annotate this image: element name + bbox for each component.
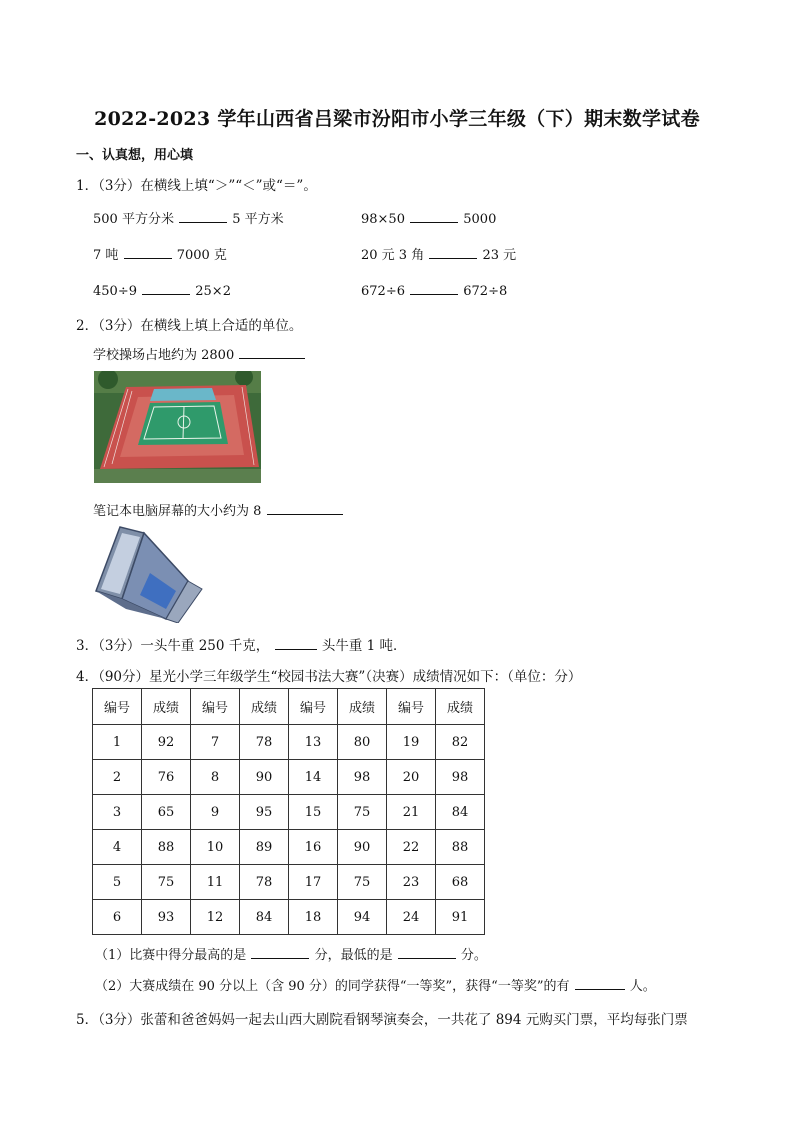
q2-line-1-text: 学校操场占地约为 2800 [93,348,235,363]
table-cell: 24 [387,900,436,935]
q1-item-2-left: 98×50 [361,212,405,227]
q1-item-6-right: 672÷8 [463,284,508,299]
table-cell: 16 [289,830,338,865]
table-cell: 95 [240,795,289,830]
table-cell: 12 [191,900,240,935]
section-heading: 一、认真想，用心填 [76,148,194,163]
table-cell: 13 [289,725,338,760]
table-header-cell: 成绩 [142,689,191,725]
table-cell: 3 [93,795,142,830]
q4-sub1-text-b: 分，最低的是 [314,948,393,963]
answer-blank[interactable] [267,500,343,515]
table-cell: 88 [436,830,485,865]
q4-sub1-text-c: 分。 [460,948,487,963]
answer-blank[interactable] [575,975,625,990]
q1-item-6-left: 672÷6 [361,284,405,299]
answer-blank[interactable] [429,244,477,259]
q3-text-before: 3．（3分）一头牛重 250 千克， [76,638,270,654]
scores-table [92,688,485,935]
table-row [93,795,485,830]
question-3 [76,634,407,654]
q2-line-1 [93,344,306,363]
q1-item-6 [361,280,507,299]
table-cell: 65 [142,795,191,830]
table-row [93,900,485,935]
table-cell: 82 [436,725,485,760]
answer-blank[interactable] [275,635,317,650]
table-cell: 90 [240,760,289,795]
table-cell: 78 [240,865,289,900]
table-cell: 21 [387,795,436,830]
question-4-stem: 4．（90分）星光小学三年级学生“校园书法大赛”（决赛）成绩情况如下：（单位：分） [76,669,582,685]
table-header-cell: 成绩 [240,689,289,725]
table-cell: 10 [191,830,240,865]
q1-item-5 [93,280,231,299]
answer-blank[interactable] [398,944,456,959]
table-cell: 4 [93,830,142,865]
table-header-cell: 编号 [289,689,338,725]
q2-line-2-text: 笔记本电脑屏幕的大小约为 8 [93,504,262,519]
table-row [93,865,485,900]
q4-sub-2 [95,975,656,994]
table-cell: 98 [338,760,387,795]
table-cell: 68 [436,865,485,900]
table-cell: 78 [240,725,289,760]
answer-blank[interactable] [239,344,305,359]
table-header-cell: 成绩 [338,689,387,725]
table-header-cell: 成绩 [436,689,485,725]
page-title: 2022-2023 学年山西省吕梁市汾阳市小学三年级（下）期末数学试卷 [94,108,700,130]
table-cell: 20 [387,760,436,795]
table-cell: 91 [436,900,485,935]
q1-item-1-right: 5 平方米 [232,212,284,227]
question-1-stem: 1．（3分）在横线上填“＞”“＜”或“＝”。 [76,178,317,194]
q1-item-4-left: 20 元 3 角 [361,248,425,263]
q1-item-3 [93,244,227,263]
table-cell: 94 [338,900,387,935]
q1-item-2-right: 5000 [463,212,497,227]
answer-blank[interactable] [410,280,458,295]
table-cell: 89 [240,830,289,865]
question-2-stem: 2．（3分）在横线上填上合适的单位。 [76,318,303,334]
q2-line-2 [93,500,344,519]
laptop-image [92,523,206,623]
table-cell: 19 [387,725,436,760]
table-cell: 14 [289,760,338,795]
table-cell: 2 [93,760,142,795]
q4-sub1-text-a: （1）比赛中得分最高的是 [95,948,247,963]
table-cell: 5 [93,865,142,900]
table-cell: 93 [142,900,191,935]
answer-blank[interactable] [410,208,458,223]
table-cell: 23 [387,865,436,900]
q3-text-after: 头牛重 1 吨． [321,638,407,654]
q1-item-1-left: 500 平方分米 [93,212,174,227]
table-cell: 84 [240,900,289,935]
q4-sub2-text-a: （2）大赛成绩在 90 分以上（含 90 分）的同学获得“一等奖”，获得“一等奖”的有 [95,979,570,994]
q1-item-4-right: 23 元 [482,248,517,263]
table-cell: 17 [289,865,338,900]
table-cell: 22 [387,830,436,865]
answer-blank[interactable] [142,280,190,295]
q1-item-5-left: 450÷9 [93,284,137,299]
q1-item-3-right: 7000 克 [176,248,227,263]
q1-item-5-right: 25×2 [195,284,231,299]
question-5: 5．（3分）张蕾和爸爸妈妈一起去山西大剧院看钢琴演奏会，一共花了 894 元购买门票，平均每张门票 [76,1012,688,1028]
table-cell: 1 [93,725,142,760]
table-cell: 76 [142,760,191,795]
table-header-cell: 编号 [93,689,142,725]
table-row [93,760,485,795]
table-cell: 75 [338,795,387,830]
q1-item-4 [361,244,516,263]
table-cell: 75 [338,865,387,900]
q4-sub2-text-b: 人。 [629,979,656,994]
table-cell: 11 [191,865,240,900]
q4-sub-1 [95,944,487,963]
table-row [93,725,485,760]
q1-item-3-left: 7 吨 [93,248,119,263]
table-cell: 6 [93,900,142,935]
table-cell: 9 [191,795,240,830]
q1-item-1 [93,208,284,227]
table-cell: 75 [142,865,191,900]
table-header-cell: 编号 [387,689,436,725]
table-header-row [93,689,485,725]
table-cell: 92 [142,725,191,760]
table-cell: 8 [191,760,240,795]
table-cell: 98 [436,760,485,795]
answer-blank[interactable] [179,208,227,223]
table-cell: 7 [191,725,240,760]
table-cell: 80 [338,725,387,760]
answer-blank[interactable] [251,944,309,959]
table-cell: 18 [289,900,338,935]
table-cell: 15 [289,795,338,830]
sports-field-image [94,371,261,483]
answer-blank[interactable] [124,244,172,259]
q1-item-2 [361,208,496,227]
table-cell: 88 [142,830,191,865]
table-cell: 84 [436,795,485,830]
table-row [93,830,485,865]
table-header-cell: 编号 [191,689,240,725]
table-cell: 90 [338,830,387,865]
